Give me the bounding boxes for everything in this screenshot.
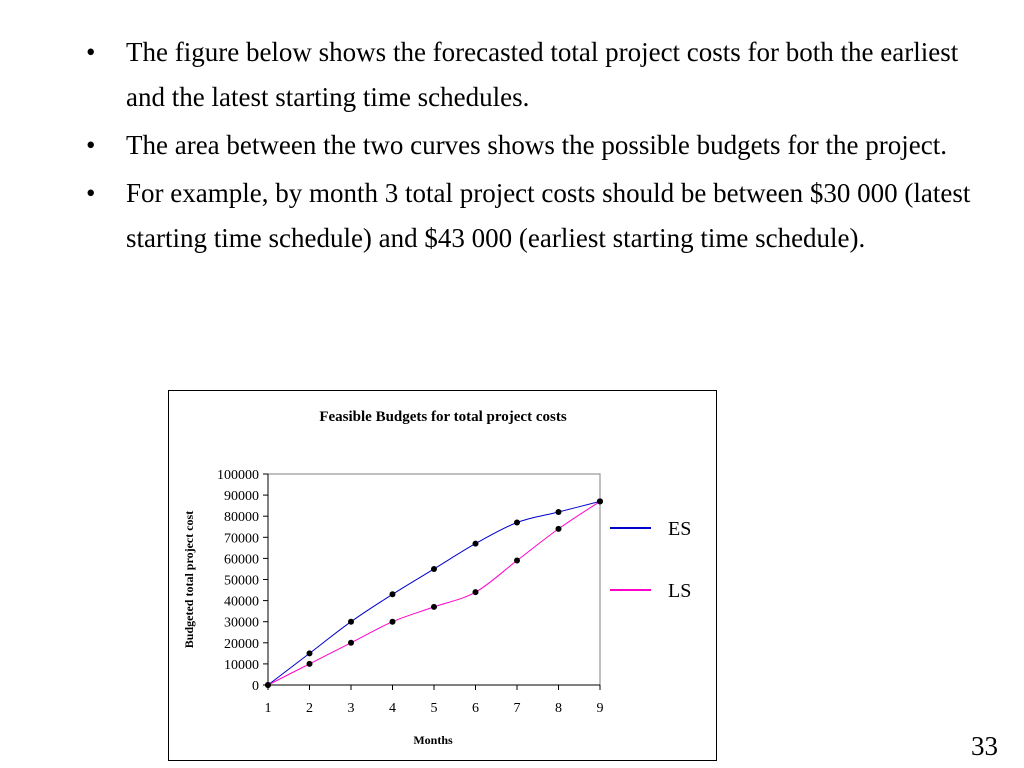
data-point-es bbox=[473, 541, 479, 547]
y-tick-label: 100000 bbox=[217, 468, 259, 483]
x-tick-label: 7 bbox=[513, 701, 521, 716]
x-axis-label: Months bbox=[413, 733, 453, 747]
plot-area bbox=[268, 474, 600, 685]
y-tick-label: 40000 bbox=[224, 594, 259, 610]
y-tick-label: 60000 bbox=[224, 552, 259, 568]
data-point-es bbox=[431, 566, 437, 572]
data-point-es bbox=[307, 650, 313, 656]
data-point-ls bbox=[390, 619, 396, 625]
data-point-ls bbox=[556, 526, 562, 532]
x-tick-label: 2 bbox=[306, 701, 313, 716]
x-tick-label: 8 bbox=[555, 701, 562, 716]
y-axis-label: Budgeted total project cost bbox=[182, 510, 196, 649]
bullet-item: • The figure below shows the forecasted total project costs for both the earliest and the latest starting time schedules. bbox=[84, 30, 984, 120]
chart-container bbox=[168, 390, 717, 761]
bullet-item: • The area between the two curves shows the possible budgets for the project. bbox=[84, 123, 984, 168]
data-point-ls bbox=[348, 640, 354, 646]
bullet-item: • For example, by month 3 total project costs should be between $30 000 (latest starting time schedule) and $43 000 (earliest starting time schedule). bbox=[84, 171, 984, 261]
line-chart bbox=[169, 391, 718, 762]
y-tick-label: 0 bbox=[252, 679, 259, 694]
x-tick-label: 1 bbox=[264, 701, 272, 716]
y-tick-label: 10000 bbox=[224, 657, 259, 673]
data-point-ls bbox=[307, 661, 313, 667]
data-point-ls bbox=[265, 682, 271, 688]
y-tick-label: 70000 bbox=[224, 531, 259, 547]
data-point-ls bbox=[473, 589, 479, 595]
data-point-es bbox=[514, 520, 520, 526]
data-point-es bbox=[390, 591, 396, 597]
y-tick-label: 20000 bbox=[224, 636, 259, 652]
y-tick-label: 30000 bbox=[224, 615, 259, 631]
legend-label-es: ES bbox=[668, 518, 692, 540]
chart-title: Feasible Budgets for total project costs bbox=[319, 409, 567, 425]
legend-label-ls: LS bbox=[668, 580, 692, 602]
y-tick-label: 80000 bbox=[224, 510, 259, 526]
data-point-es bbox=[348, 619, 354, 625]
data-point-ls bbox=[514, 558, 520, 564]
x-tick-label: 3 bbox=[347, 701, 355, 716]
data-point-es bbox=[556, 509, 562, 515]
x-tick-label: 6 bbox=[472, 701, 479, 716]
y-tick-label: 50000 bbox=[224, 573, 259, 589]
slide-number: 33 bbox=[971, 731, 998, 761]
bullet-list bbox=[84, 30, 984, 264]
y-tick-label: 90000 bbox=[224, 489, 259, 505]
x-tick-label: 4 bbox=[389, 701, 396, 716]
data-point-ls bbox=[597, 498, 603, 504]
x-tick-label: 5 bbox=[430, 701, 438, 716]
data-point-ls bbox=[431, 604, 437, 610]
x-tick-label: 9 bbox=[596, 701, 604, 716]
